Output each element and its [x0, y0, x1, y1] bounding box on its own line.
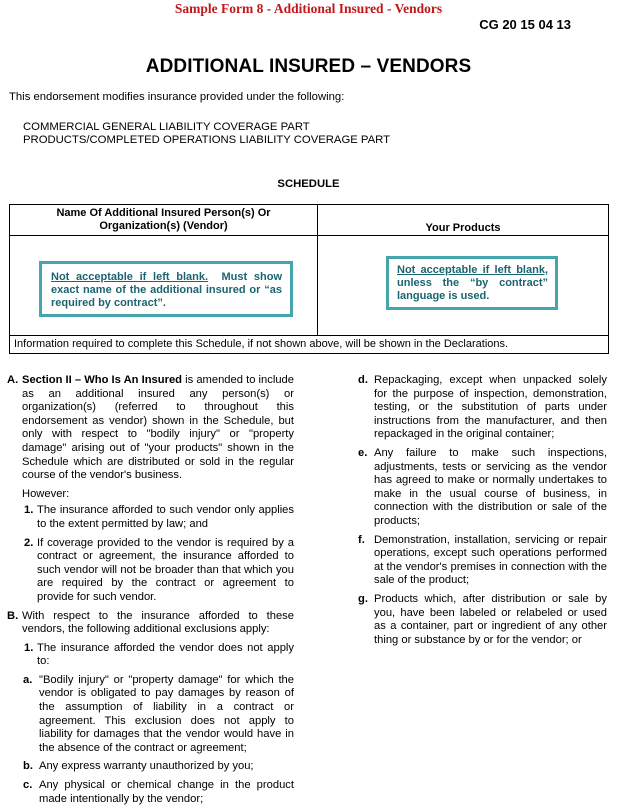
sample-form-title: Sample Form 8 - Additional Insured - Vendors	[174, 1, 443, 16]
exclusion-item-d	[357, 374, 607, 442]
section-text: is amended to include as an additional insured any person(s) or organization(s) (referred to throughout this endorsement as vendor) shown in the Schedule, but only with respect to "bodily injury" or "property damage" arising out of "your products" shown in the Schedule which are distributed or sold in the regular course of the vendor's business.	[22, 374, 294, 482]
however-text: However:	[22, 487, 70, 500]
exclusion-item-b	[22, 760, 294, 774]
callout-warning-text: Not acceptable if left blank.	[51, 271, 209, 283]
callout-warning-text: Not acceptable if left blank,	[397, 264, 548, 276]
schedule-header-vendor	[10, 205, 318, 236]
section-b-item-1	[22, 642, 294, 669]
coverage-parts	[23, 121, 390, 147]
item-text: Demonstration, installation, servicing or repair operations, except such operations performed at the vendor's premises in connection with the sale of the product;	[374, 533, 607, 587]
item-label: g.	[358, 592, 368, 605]
callout-instruction-text: Must show exact name of the additional insured or “as required by contract”.	[51, 271, 286, 309]
exclusion-item-g	[357, 593, 607, 647]
item-label: 2.	[24, 536, 34, 549]
item-label: b.	[23, 760, 33, 773]
item-label: d.	[358, 374, 368, 386]
products-callout-box	[386, 256, 558, 310]
section-heading: Section II – Who Is An Insured	[22, 374, 183, 386]
exclusion-item-f	[357, 534, 607, 588]
item-text: If coverage provided to the vendor is required by a contract or agreement, the insurance afforded to such vendor will not be broader than that which you are required by the contract or agreement to provide for such vendor.	[37, 536, 294, 603]
left-column	[7, 374, 294, 811]
vendor-header-line: Organization(s) (Vendor)	[99, 220, 228, 232]
form-number: CG 20 15 04 13	[479, 17, 571, 32]
schedule-footer-note: Information required to complete this Schedule, if not shown above, will be shown in the Declarations.	[14, 338, 509, 350]
vendor-callout-box	[39, 261, 293, 317]
item-text: Products which, after distribution or sale by you, have been labeled or relabeled or used as a container, part or ingredient of any other thing or substance by or for the vendor; or	[374, 592, 607, 646]
schedule-table	[9, 204, 609, 354]
right-column	[357, 374, 607, 652]
item-text: Any failure to make such inspections, adjustments, tests or servicing as the vendor has agreed to make or normally undertakes to make in the usual course of business, in connection with the distribution or sale of the products;	[374, 446, 607, 527]
callout-instruction-text: unless the “by contract” language is used.	[397, 277, 548, 302]
section-a-item-2	[22, 537, 294, 605]
item-text: Any physical or chemical change in the product made intentionally by the vendor;	[39, 779, 294, 805]
intro-text: This endorsement modifies insurance provided under the following:	[9, 91, 345, 103]
document-title: ADDITIONAL INSURED – VENDORS	[145, 56, 472, 77]
coverage-part-item: PRODUCTS/COMPLETED OPERATIONS LIABILITY COVERAGE PART	[23, 134, 391, 146]
item-text: "Bodily injury" or "property damage" for which the vendor is obligated to pay damages by reason of the assumption of liability in a contract or agreement. This exclusion does not apply to liability for damages that the vendor would have in the absence of the contract or agreement;	[39, 673, 294, 754]
vendor-name-cell	[10, 236, 318, 336]
section-a-item-1	[22, 504, 294, 531]
vendor-header-line: Name Of Additional Insured Person(s) Or	[56, 207, 271, 219]
item-label: 1.	[24, 504, 34, 517]
schedule-label: SCHEDULE	[277, 178, 340, 190]
item-text: Any express warranty unauthorized by you;	[39, 760, 254, 773]
item-text: The insurance afforded to such vendor only applies to the extent permitted by law; and	[37, 504, 294, 530]
coverage-part-item: COMMERCIAL GENERAL LIABILITY COVERAGE PART	[23, 121, 310, 133]
section-b	[7, 610, 294, 637]
item-text: Repackaging, except when unpacked solely for the purpose of inspection, demonstration, testing, or the substitution of parts under instructions from the manufacturer, and then repackaged in the original container;	[374, 374, 607, 441]
section-text: With respect to the insurance afforded to these vendors, the following additional exclusions apply:	[22, 609, 294, 636]
schedule-header-products: Your Products	[318, 205, 608, 236]
item-label: e.	[358, 446, 368, 459]
section-a	[7, 374, 294, 483]
exclusion-item-a	[22, 674, 294, 756]
item-label: c.	[23, 779, 33, 792]
section-label: B.	[7, 609, 19, 622]
item-text: The insurance afforded the vendor does not apply to:	[37, 641, 294, 668]
item-label: f.	[358, 533, 365, 546]
section-label: A.	[7, 374, 19, 386]
item-label: a.	[23, 673, 33, 686]
item-label: 1.	[24, 641, 34, 654]
your-products-cell	[318, 236, 608, 336]
exclusion-item-c	[22, 779, 294, 806]
exclusion-item-e	[357, 447, 607, 529]
